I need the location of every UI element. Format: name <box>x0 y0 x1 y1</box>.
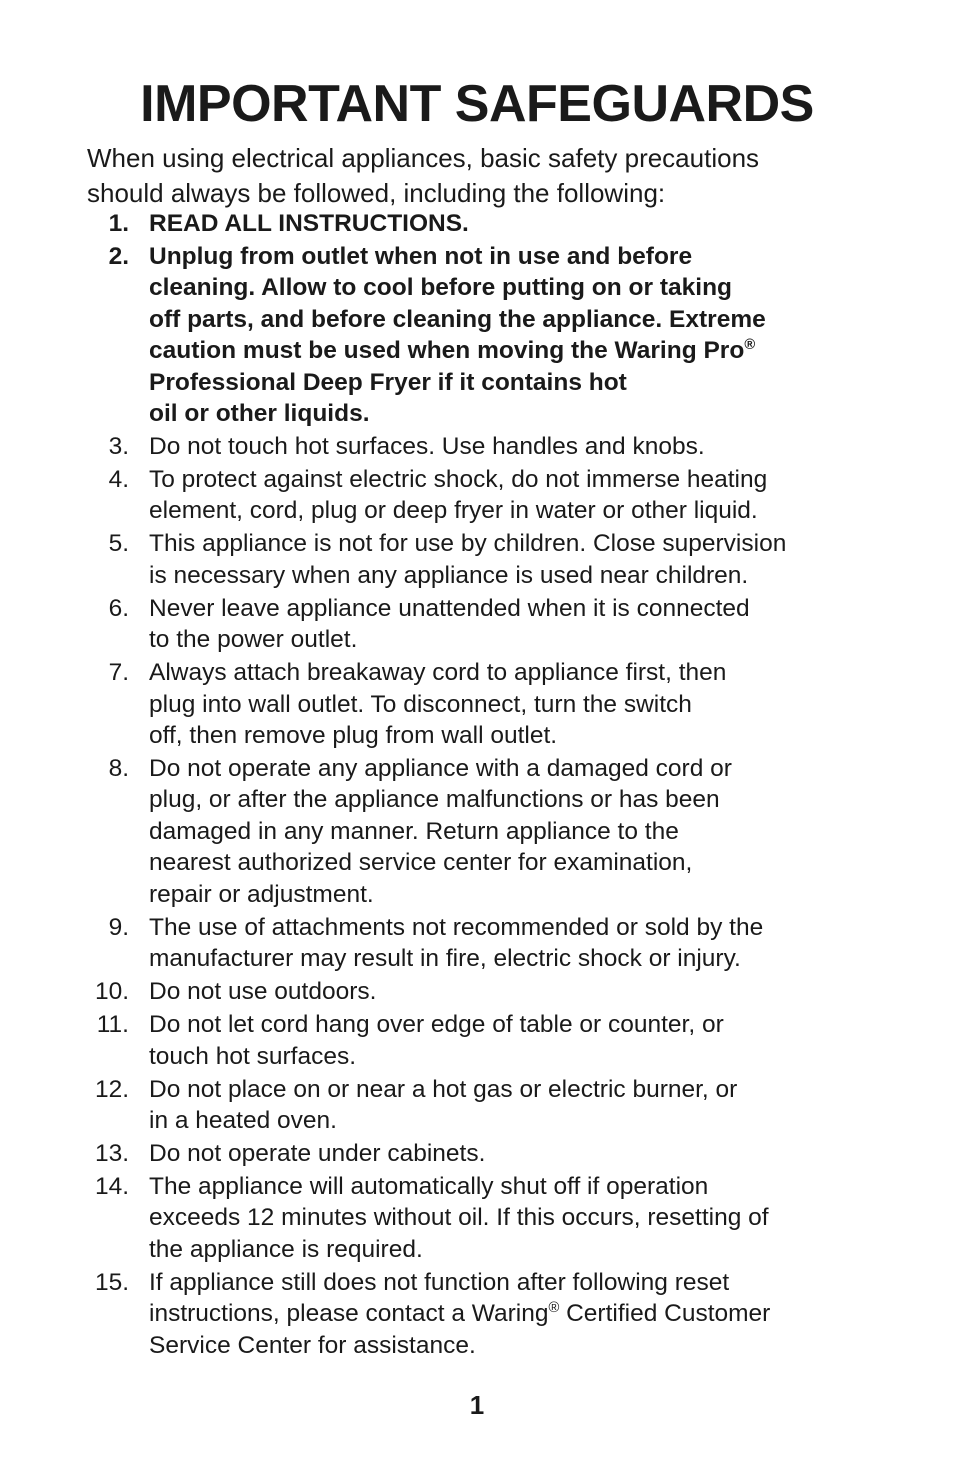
item-text: Do not use outdoors. <box>149 978 377 1006</box>
item-number: 5. <box>108 530 129 558</box>
item-text-part: Unplug from outlet when not in use and before cleaning. Allow to cool before putting on or taking off parts, and before cleaning the appliance. Extreme caution must be used when moving the Waring Pro <box>149 243 766 365</box>
registered-mark: ® <box>744 337 756 354</box>
item-number: 8. <box>108 755 129 783</box>
item-text-part: If appliance still does not function after following reset instructions, please contact a Waring <box>149 1268 730 1328</box>
item-number: 9. <box>108 913 129 941</box>
list-item <box>0 1171 954 1265</box>
list-item <box>0 753 954 910</box>
item-text-part: Professional Deep Fryer if it contains hot oil or other liquids. <box>149 368 627 428</box>
list-item <box>0 1009 954 1072</box>
item-number: 15. <box>94 1268 129 1296</box>
item-text <box>149 1267 864 1361</box>
item-number: 4. <box>108 466 129 494</box>
item-number: 13. <box>94 1139 129 1167</box>
list-item <box>0 431 954 462</box>
item-number: 3. <box>108 433 129 461</box>
item-text: Do not touch hot surfaces. Use handles and knobs. <box>149 433 705 461</box>
safeguards-list <box>0 208 954 1363</box>
item-text: Do not place on or near a hot gas or electric burner, or in a heated oven. <box>149 1075 738 1134</box>
list-item <box>0 464 954 527</box>
list-item <box>0 528 954 591</box>
item-number: 6. <box>108 594 129 622</box>
item-number: 7. <box>108 659 129 687</box>
item-text-part: Certified Customer Service Center for assistance. <box>149 1300 771 1359</box>
item-number: 11. <box>96 1011 129 1039</box>
item-text: The use of attachments not recommended or sold by the manufacturer may result in fire, electric shock or injury. <box>149 913 764 973</box>
list-item <box>0 976 954 1007</box>
item-number: 2. <box>108 243 129 270</box>
page-title: IMPORTANT SAFEGUARDS <box>140 75 814 133</box>
list-item <box>0 208 954 239</box>
item-text: To protect against electric shock, do not immerse heating element, cord, plug or deep fryer in water or other liquid. <box>149 466 768 525</box>
list-item <box>0 912 954 975</box>
item-text: Do not operate any appliance with a damaged cord or plug, or after the appliance malfunctions or has been damaged in any manner. Return appliance to the nearest authorized service center for examination, repair or adjustment. <box>149 755 732 908</box>
page-number: 1 <box>469 1390 485 1420</box>
item-text: Always attach breakaway cord to appliance first, then plug into wall outlet. To disconnect, turn the switch off, then remove plug from wall outlet. <box>149 659 727 750</box>
list-item <box>0 657 954 751</box>
item-text: This appliance is not for use by children. Close supervision is necessary when any appliance is used near children. <box>149 530 787 589</box>
item-text <box>149 241 864 429</box>
item-number: 14. <box>94 1172 129 1200</box>
item-number: 1. <box>108 210 129 237</box>
list-item <box>0 241 954 429</box>
list-item <box>0 1267 954 1361</box>
item-text: Do not operate under cabinets. <box>149 1139 486 1167</box>
list-item <box>0 1074 954 1137</box>
item-text: READ ALL INSTRUCTIONS. <box>149 210 469 237</box>
list-item <box>0 1138 954 1169</box>
item-text: The appliance will automatically shut off if operation exceeds 12 minutes without oil. If this occurs, resetting of the appliance is required. <box>149 1172 769 1263</box>
item-text: Never leave appliance unattended when it is connected to the power outlet. <box>149 594 750 654</box>
intro-paragraph: When using electrical appliances, basic safety precautions should always be followed, including the following: <box>87 143 760 208</box>
list-item <box>0 593 954 656</box>
item-number: 12. <box>94 1075 129 1103</box>
item-text: Do not let cord hang over edge of table or counter, or touch hot surfaces. <box>149 1011 724 1070</box>
item-number: 10. <box>94 978 129 1006</box>
registered-mark: ® <box>548 1300 560 1317</box>
